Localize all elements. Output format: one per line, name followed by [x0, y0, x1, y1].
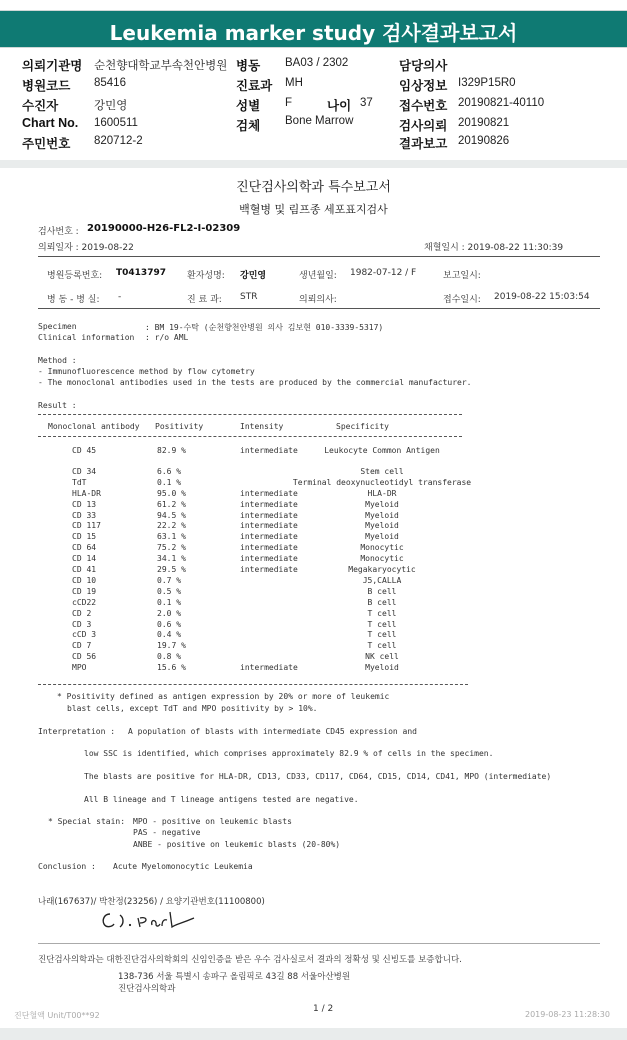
patient-name-label: 환자성명: — [187, 271, 225, 281]
antibody-cell: CD 2 — [72, 608, 92, 618]
positivity-cell: 15.6 % — [157, 663, 186, 673]
resident-no-label: 주민번호 — [22, 137, 71, 151]
result-row — [0, 511, 627, 522]
signature — [100, 906, 210, 936]
result-row — [0, 587, 627, 598]
report-title: Leukemia marker study 검사결과보고서 — [109, 21, 518, 45]
result-rule-mid — [38, 436, 462, 437]
col-specificity: Specificity — [336, 422, 389, 431]
result-rule-top — [38, 414, 462, 415]
request-date-label: 검사의뢰 — [399, 119, 448, 133]
specificity-cell: Leukocyte Common Antigen — [324, 446, 440, 455]
result-row — [0, 598, 627, 609]
specificity-cell: Monocytic — [360, 543, 404, 553]
clinical-label: Clinical information — [38, 333, 135, 342]
result-row — [0, 630, 627, 641]
special-stain-line-1: MPO - positive on leukemic blasts — [133, 817, 292, 826]
special-stain-line-2: PAS - negative — [133, 828, 201, 837]
intensity-cell: intermediate — [240, 532, 298, 542]
antibody-cell: CD 10 — [72, 575, 97, 585]
antibody-cell: MPO — [72, 663, 87, 673]
specificity-cell: T cell — [367, 619, 397, 629]
antibody-cell: CD 117 — [72, 521, 101, 531]
receive-time-label: 접수일시: — [443, 295, 481, 305]
method-line-2: - The monoclonal antibodies used in the tests are produced by the commercial manufacturer. — [38, 378, 472, 387]
positivity-cell: 75.2 % — [157, 543, 186, 553]
receive-time-value: 2019-08-22 15:03:54 — [494, 292, 590, 302]
dob-value: 1982-07-12 / F — [350, 268, 417, 278]
result-header-row — [0, 422, 627, 433]
positivity-cell: 0.7 % — [157, 575, 182, 585]
conclusion-label: Conclusion : — [38, 862, 96, 871]
receipt-no-label: 접수번호 — [399, 99, 448, 113]
intensity-cell: intermediate — [240, 499, 298, 509]
specificity-cell: T cell — [367, 641, 397, 651]
age-label: 나이 — [327, 99, 352, 113]
positivity-cell: 19.7 % — [157, 641, 186, 651]
specificity-cell: Myeloid — [365, 532, 399, 542]
antibody-cell: CD 14 — [72, 554, 97, 564]
footer-timestamp: 2019-08-23 11:28:30 — [525, 1010, 610, 1019]
antibody-cell: CD 7 — [72, 641, 92, 651]
exam-no: 20190000-H26-FL2-I-02309 — [87, 223, 241, 234]
result-row — [0, 521, 627, 532]
interpretation-label: Interpretation : — [38, 727, 116, 736]
clinical-info-value: I329P15R0 — [458, 77, 516, 89]
positivity-cell: 34.1 % — [157, 554, 186, 564]
age-value: 37 — [360, 97, 373, 109]
positivity-cell: 2.0 % — [157, 608, 182, 618]
antibody-cell: CD 15 — [72, 532, 97, 542]
department-label: 진료과 — [236, 79, 273, 93]
hospital-label: 의뢰기관명 — [22, 59, 83, 73]
positivity-cell: 82.9 % — [157, 446, 186, 455]
result-row — [0, 532, 627, 543]
report-date-value: 20190826 — [458, 135, 510, 147]
specificity-cell: HLA-DR — [367, 488, 397, 498]
positivity-cell: 0.6 % — [157, 619, 182, 629]
result-row — [0, 652, 627, 663]
positivity-cell: 6.6 % — [157, 466, 182, 476]
ward-room-label: 병 동 - 병 실: — [47, 295, 100, 305]
info-bottom-rule — [38, 308, 600, 309]
reg-no-label: 병원등록번호: — [47, 271, 103, 281]
antibody-cell: CD 45 — [72, 446, 97, 455]
certification-text: 진단검사의학과는 대한진단검사의학회의 신임인증을 받은 우수 검사실로서 결과의 정확성 및 신빙도를 보증합니다. — [38, 955, 462, 965]
patient-value: 강민영 — [94, 100, 128, 112]
specificity-cell: B cell — [367, 586, 397, 596]
result-row — [0, 620, 627, 631]
specificity-cell: T cell — [367, 608, 397, 618]
interpretation-line-4: All B lineage and T lineage antigens tested are negative. — [84, 795, 359, 804]
clinical-value: : r/o AML — [145, 333, 189, 342]
dob-label: 생년월일: — [299, 271, 337, 281]
positivity-cell: 0.4 % — [157, 630, 182, 640]
result-row — [0, 446, 627, 457]
specimen-label: 검체 — [236, 119, 261, 133]
intensity-cell: intermediate — [240, 663, 298, 673]
hospital-code-label: 병원코드 — [22, 79, 71, 93]
antibody-cell: CD 41 — [72, 565, 97, 574]
antibody-cell: HLA-DR — [72, 488, 101, 498]
result-row — [0, 543, 627, 554]
intensity-cell: intermediate — [240, 521, 298, 531]
interpretation-line-3: The blasts are positive for HLA-DR, CD13, CD33, CD117, CD64, CD15, CD14, CD41, MPO (intermediate) — [84, 772, 552, 781]
clinical-info-label: 임상정보 — [399, 79, 448, 93]
antibody-cell: cCD22 — [72, 597, 97, 607]
specificity-cell: NK cell — [365, 652, 399, 662]
bottom-margin — [0, 1028, 627, 1040]
report-heading: 진단검사의학과 특수보고서 — [236, 180, 391, 195]
intensity-cell: intermediate — [240, 446, 298, 455]
intensity-cell: intermediate — [240, 488, 298, 498]
positivity-cell: 0.1 % — [157, 597, 182, 607]
result-row — [0, 489, 627, 500]
antibody-cell: CD 33 — [72, 510, 97, 520]
dept-value: STR — [240, 292, 258, 302]
intensity-cell: intermediate — [240, 565, 298, 574]
positivity-cell: 94.5 % — [157, 510, 186, 520]
doctor-label: 담당의사 — [399, 59, 448, 73]
interpretation-line-2: low SSC is identified, which comprises approximately 82.9 % of cells in the specimen. — [84, 749, 494, 758]
patient-header — [0, 52, 627, 152]
req-doctor-label: 의뢰의사: — [299, 295, 337, 305]
specimen-value: : BM 19-수탁 (순천향천안병원 의사 김보현 010-3339-5317) — [145, 323, 384, 332]
specificity-cell: Megakaryocytic — [348, 565, 416, 574]
positivity-cell: 29.5 % — [157, 565, 186, 574]
section-divider — [0, 160, 627, 168]
specificity-cell: Myeloid — [365, 510, 399, 520]
antibody-cell: CD 13 — [72, 499, 97, 509]
method-label: Method : — [38, 356, 77, 365]
positivity-cell: 22.2 % — [157, 521, 186, 531]
footer-unit: 진단혈액 Unit/T00**92 — [14, 1011, 100, 1020]
specificity-cell: Myeloid — [365, 663, 399, 673]
report-time-label: 보고일시: — [443, 271, 481, 281]
lab-address: 138-736 서울 특별시 송파구 올림픽로 43길 88 서울아산병원 — [118, 972, 351, 982]
intensity-cell: intermediate — [240, 543, 298, 553]
positivity-cell: 61.2 % — [157, 499, 186, 509]
ward-value: BA03 / 2302 — [285, 57, 349, 69]
col-antibody: Monoclonal antibody — [48, 422, 140, 431]
special-stain-line-3: ANBE - positive on leukemic blasts (20-80%) — [133, 840, 341, 849]
hospital-code-value: 85416 — [94, 77, 126, 89]
positivity-cell: 63.1 % — [157, 532, 186, 542]
receipt-no-value: 20190821-40110 — [458, 97, 545, 109]
specimen-label: Specimen — [38, 322, 77, 331]
result-row — [0, 663, 627, 674]
footnote-line-2: blast cells, except TdT and MPO positivity by > 10%. — [67, 704, 318, 713]
specificity-cell: Stem cell — [360, 466, 404, 476]
col-positivity: Positivity — [155, 422, 204, 431]
positivity-cell: 0.8 % — [157, 652, 182, 662]
positivity-cell: 0.5 % — [157, 586, 182, 596]
ward-label: 병동 — [236, 59, 261, 73]
positivity-cell: 0.1 % — [157, 477, 182, 487]
antibody-cell: TdT — [72, 477, 87, 487]
report-subheading: 백혈병 및 림프종 세포표지검사 — [239, 203, 388, 216]
lab-department: 진단검사의학과 — [118, 984, 176, 994]
specificity-cell: Monocytic — [360, 554, 404, 564]
dept-label: 진 료 과: — [187, 295, 222, 305]
col-intensity: Intensity — [240, 422, 284, 431]
request-date: 의뢰일자 : 2019-08-22 — [38, 243, 134, 253]
specificity-cell: Terminal deoxynucleotidyl transferase — [292, 477, 472, 487]
patient-label: 수진자 — [22, 99, 59, 113]
antibody-cell: CD 3 — [72, 619, 92, 629]
antibody-cell: cCD 3 — [72, 630, 97, 640]
antibody-cell: CD 56 — [72, 652, 97, 662]
specificity-cell: B cell — [367, 597, 397, 607]
exam-no-label: 검사번호 : — [38, 227, 79, 237]
antibody-cell: CD 64 — [72, 543, 97, 553]
reg-no-value: T0413797 — [116, 268, 166, 278]
conclusion-value: Acute Myelomonocytic Leukemia — [113, 862, 253, 871]
intensity-cell: intermediate — [240, 510, 298, 520]
department-value: MH — [285, 77, 303, 89]
patient-name-value: 강민영 — [240, 271, 267, 281]
ward-room-value: - — [118, 292, 122, 302]
resident-no-value: 820712-2 — [94, 135, 143, 147]
result-row — [0, 641, 627, 652]
sex-value: F — [285, 97, 293, 109]
special-stain-label: * Special stain: — [48, 817, 126, 826]
result-row — [0, 565, 627, 576]
report-date-label: 결과보고 — [399, 137, 448, 151]
specimen-value: Bone Marrow — [285, 115, 354, 127]
method-line-1: - Immunofluorescence method by flow cytometry — [38, 367, 255, 376]
specificity-cell: T cell — [367, 630, 397, 640]
chart-no-value: 1600511 — [94, 117, 138, 129]
chart-no-label: Chart No. — [22, 116, 79, 130]
result-row — [0, 609, 627, 620]
result-row — [0, 500, 627, 511]
page-number: 1 / 2 — [313, 1004, 334, 1014]
result-label: Result : — [38, 401, 77, 410]
antibody-cell: CD 19 — [72, 586, 97, 596]
intensity-cell: intermediate — [240, 554, 298, 564]
specificity-cell: Myeloid — [365, 499, 399, 509]
scanned-report — [0, 168, 627, 1028]
hospital-value: 순천향대학교부속천안병원 — [94, 60, 228, 72]
result-row — [0, 467, 627, 478]
result-row — [0, 576, 627, 587]
specificity-cell: Myeloid — [365, 521, 399, 531]
result-row — [0, 478, 627, 489]
request-date-value: 20190821 — [458, 117, 510, 129]
antibody-cell: CD 34 — [72, 466, 97, 476]
result-row — [0, 554, 627, 565]
positivity-cell: 95.0 % — [157, 488, 186, 498]
report-title-bar — [0, 10, 627, 48]
collect-date: 채혈일시 : 2019-08-22 11:30:39 — [424, 243, 564, 253]
specificity-cell: J5,CALLA — [362, 575, 402, 585]
footer-rule — [38, 943, 600, 944]
signers: 나래(167637)/ 박찬정(23256) / 요양기관번호(11100800) — [38, 897, 265, 907]
info-top-rule — [38, 256, 600, 257]
sex-label: 성별 — [236, 99, 261, 113]
interpretation-line-1: A population of blasts with intermediate CD45 expression and — [128, 727, 417, 736]
result-rule-bottom — [38, 684, 468, 685]
footnote-line-1: * Positivity defined as antigen expression by 20% or more of leukemic — [57, 692, 390, 701]
